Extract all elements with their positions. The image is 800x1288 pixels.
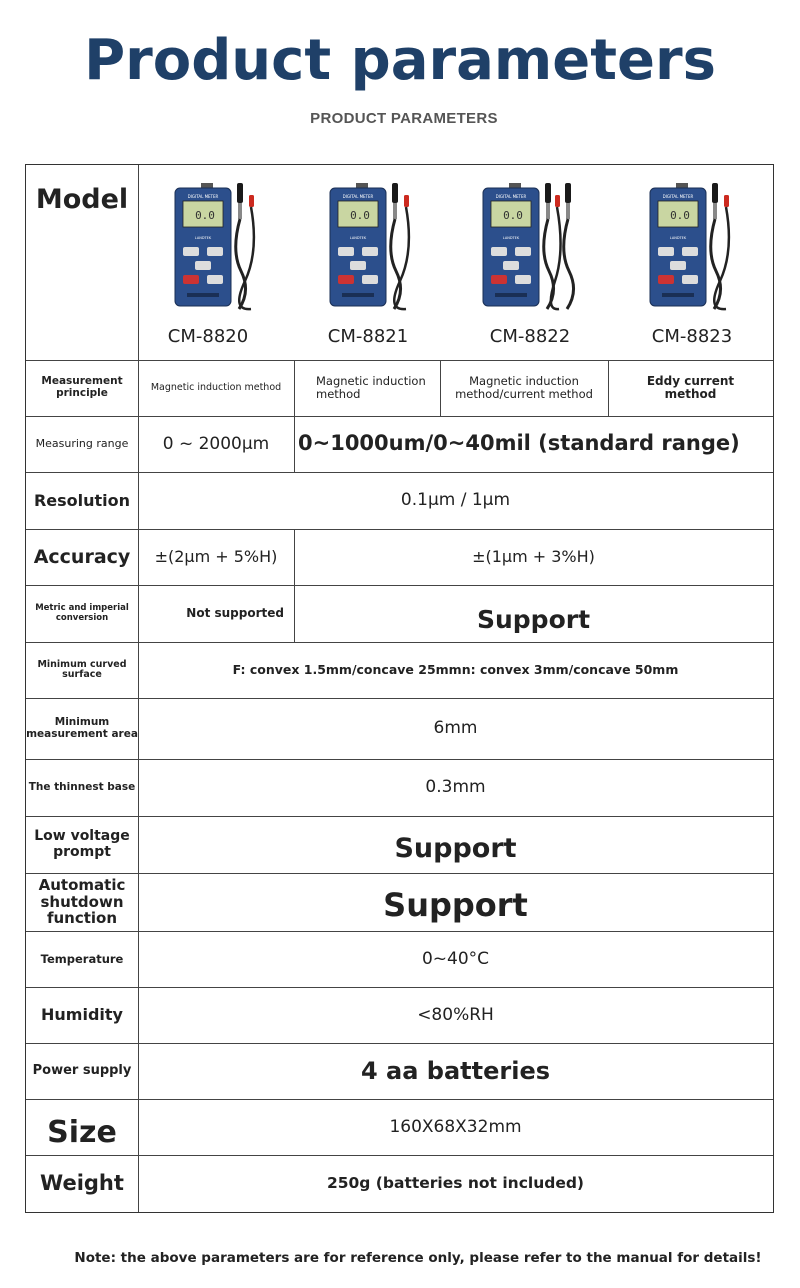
page-subtitle: PRODUCT PARAMETERS xyxy=(310,110,498,127)
page-title: Product parameters xyxy=(84,28,716,93)
svg-text:LANDTEK: LANDTEK xyxy=(194,236,212,240)
svg-text:0.0: 0.0 xyxy=(670,209,690,222)
low-voltage-label: Low voltage prompt xyxy=(34,828,130,860)
curved-value: F: convex 1.5mm/concave 25mmn: convex 3mm/concave 50mm xyxy=(232,662,679,678)
conversion-label: Metric and imperial conversion xyxy=(35,603,129,623)
shutdown-label: Automatic shutdown function xyxy=(38,876,126,928)
device-image-2 xyxy=(326,181,426,316)
svg-text:0.0: 0.0 xyxy=(195,209,215,222)
principle-value-1: Magnetic induction method xyxy=(150,381,282,393)
device-image-4 xyxy=(646,181,746,316)
svg-text:DIGITAL METER: DIGITAL METER xyxy=(187,194,219,199)
temperature-value: 0~40°C xyxy=(421,948,490,969)
area-label: Minimum measurement area xyxy=(26,715,138,740)
model-label: Model xyxy=(35,184,129,216)
device-image-1 xyxy=(171,181,271,316)
parameters-table xyxy=(25,164,774,1213)
conversion-value-first: Not supported xyxy=(186,605,284,620)
size-label: Size xyxy=(47,1114,117,1150)
model-name-1: CM-8820 xyxy=(167,326,249,348)
svg-text:LANDTEK: LANDTEK xyxy=(502,236,520,240)
humidity-label: Humidity xyxy=(41,1005,123,1025)
size-value: 160X68X32mm xyxy=(389,1116,522,1137)
conversion-value-rest: Support xyxy=(476,604,591,634)
model-name-3: CM-8822 xyxy=(489,326,571,348)
humidity-value: <80%RH xyxy=(417,1004,494,1025)
svg-text:DIGITAL METER: DIGITAL METER xyxy=(342,194,374,199)
principle-value-2: Magnetic induction method xyxy=(316,374,426,401)
range-value-rest: 0~1000um/0~40mil (standard range) xyxy=(298,431,740,456)
principle-value-4: Eddy current method xyxy=(646,373,735,401)
model-name-4: CM-8823 xyxy=(651,326,733,348)
area-value: 6mm xyxy=(433,718,478,739)
base-value: 0.3mm xyxy=(425,777,486,798)
weight-value: 250g (batteries not included) xyxy=(326,1173,585,1192)
principle-label: Measurement principle xyxy=(41,375,123,399)
weight-label: Weight xyxy=(40,1170,124,1195)
svg-text:LANDTEK: LANDTEK xyxy=(669,236,687,240)
svg-text:0.0: 0.0 xyxy=(350,209,370,222)
principle-value-3: Magnetic induction method/current method xyxy=(455,374,593,401)
svg-text:DIGITAL METER: DIGITAL METER xyxy=(495,194,527,199)
power-label: Power supply xyxy=(32,1062,132,1078)
power-value: 4 aa batteries xyxy=(360,1056,551,1085)
accuracy-label: Accuracy xyxy=(33,545,131,568)
range-label: Measuring range xyxy=(35,436,129,450)
resolution-label: Resolution xyxy=(33,490,131,510)
accuracy-value-first: ±(2μm + 5%H) xyxy=(154,547,278,567)
svg-text:0.0: 0.0 xyxy=(503,209,523,222)
resolution-value: 0.1μm / 1μm xyxy=(400,490,511,511)
range-value-first: 0 ~ 2000μm xyxy=(162,433,270,454)
model-name-2: CM-8821 xyxy=(327,326,409,348)
footer-note: Note: the above parameters are for reference only, please refer to the manual for details! xyxy=(74,1250,762,1266)
temperature-label: Temperature xyxy=(40,951,124,966)
low-voltage-value: Support xyxy=(394,832,517,864)
accuracy-value-rest: ±(1μm + 3%H) xyxy=(472,547,595,567)
device-image-3 xyxy=(479,181,579,316)
svg-text:DIGITAL METER: DIGITAL METER xyxy=(662,194,694,199)
base-label: The thinnest base xyxy=(28,780,136,793)
svg-text:LANDTEK: LANDTEK xyxy=(349,236,367,240)
curved-label: Minimum curved surface xyxy=(37,658,127,680)
shutdown-value: Support xyxy=(383,886,528,925)
